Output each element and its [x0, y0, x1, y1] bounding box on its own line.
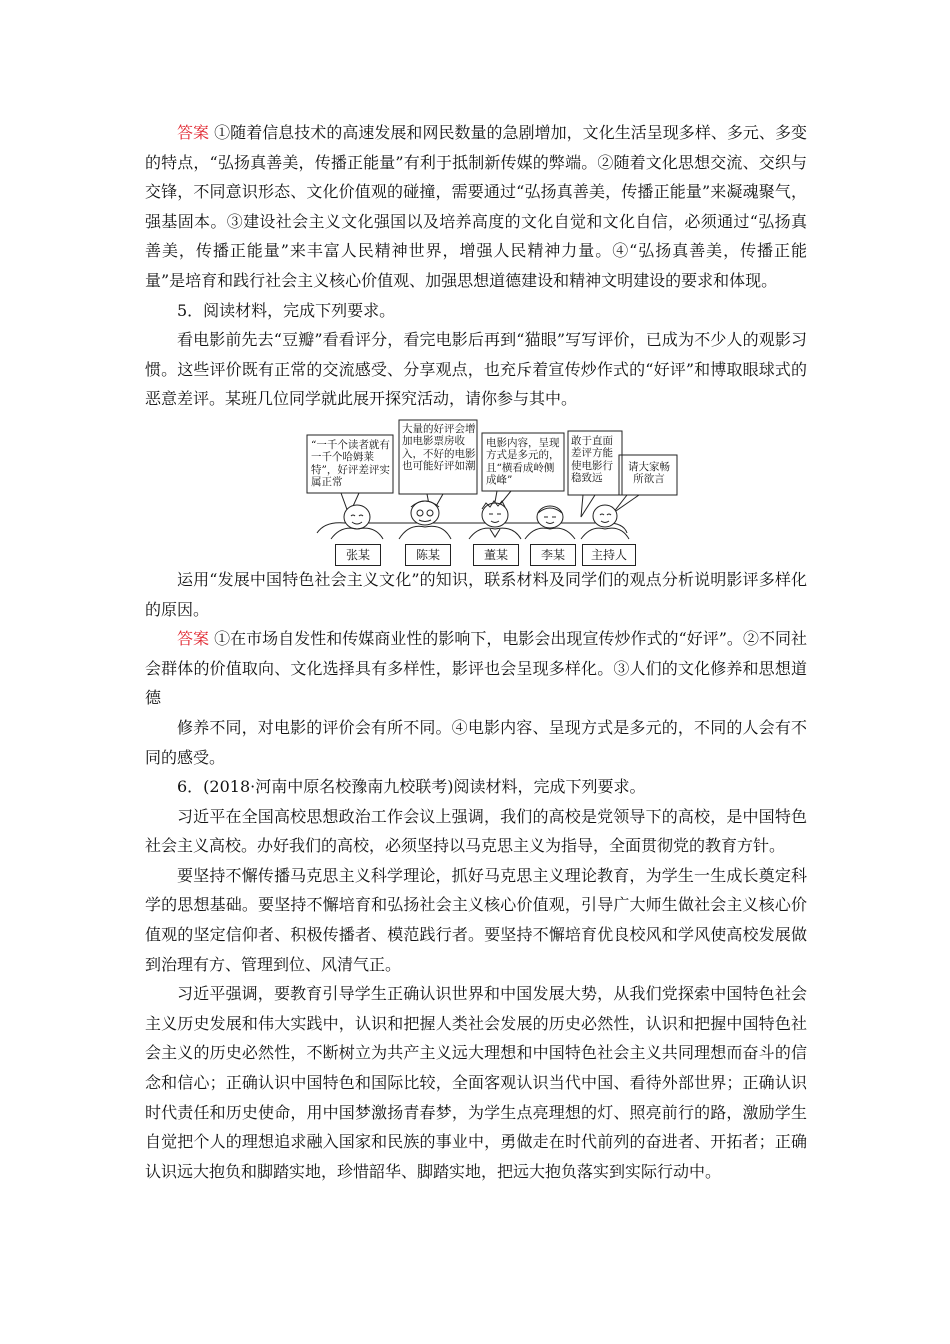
- speech-bubble-chen: 大量的好评会增加电影票房收入，不好的电影也可能好评如潮: [402, 422, 476, 473]
- answer-paragraph-5b: 修养不同，对电影的评价会有所不同。④电影内容、呈现方式是多元的，不同的人会有不同的感受。: [145, 717, 807, 767]
- answer-label: 答案: [177, 629, 210, 649]
- name-label-li: 李某: [530, 544, 576, 566]
- illustration-drawing: [145, 417, 807, 563]
- answer-text: ①在市场自发性和传媒商业性的影响下，电影会出现宣传炒作式的“好评”。②不同社会群体的价值取向、文化选择具有多样性，影评也会呈现多样化。③人们的文化修养和思想道德: [145, 629, 807, 708]
- question-6-paragraph-1: 习近平在全国高校思想政治工作会议上强调，我们的高校是党领导下的高校，是中国特色社会主义高校。办好我们的高校，必须坚持以马克思主义为指导，全面贯彻党的教育方针。: [145, 806, 807, 856]
- answer-text: ①随着信息技术的高速发展和网民数量的急剧增加，文化生活呈现多样、多元、多变的特点，“弘扬真善美，传播正能量”有利于抵制新传媒的弊端。②随着文化思想交流、交织与交锋，不同意识形态、文化价值观的碰撞，需要通过“弘扬真善美，传播正能量”来凝魂聚气，强基固本。③建设社会主义文化强国以及培养高度的文化自觉和文化自信，必须通过“弘扬真善美，传播正能量”来丰富人民精神世界，增强人民精神力量。④“弘扬真善美，传播正能量”是培育和践行社会主义核心价值观、加强思想道德建设和精神文明建设的要求和体现。: [145, 123, 807, 290]
- question-6-title: 6．(2018·河南中原名校豫南九校联考)阅读材料，完成下列要求。: [177, 777, 646, 797]
- answer-paragraph-1: [145, 118, 807, 296]
- question-5-prompt: 运用“发展中国特色社会主义文化”的知识，联系材料及同学们的观点分析说明影评多样化的原因。: [145, 569, 807, 619]
- name-label-zhang: 张某: [335, 544, 381, 566]
- question-6-paragraph-2: 要坚持不懈传播马克思主义科学理论，抓好马克思主义理论教育，为学生一生成长奠定科学的思想基础。要坚持不懈培育和弘扬社会主义核心价值观，引导广大师生做社会主义核心价值观的坚定信仰者、积极传播者、模范践行者。要坚持不懈培育优良校风和学风使高校发展做到治理有方、管理到位、风清气正。: [145, 865, 807, 974]
- speech-bubble-li: 敢于直面差评方能使电影行稳致远: [571, 434, 613, 485]
- speech-bubble-host: 请大家畅所欲言: [628, 460, 670, 486]
- question-5-title: 5．阅读材料，完成下列要求。: [177, 300, 396, 320]
- name-label-dong: 董某: [473, 544, 519, 566]
- answer-label: 答案: [177, 123, 210, 142]
- name-label-host: 主持人: [582, 544, 636, 566]
- question-6-paragraph-3: 习近平强调，要教育引导学生正确认识世界和中国发展大势，从我们党探索中国特色社会主义历史发展和伟大实践中，认识和把握人类社会发展的历史必然性，认识和把握中国特色社会主义的历史必然性，不断树立为共产主义远大理想和中国特色社会主义共同理想而奋斗的信念和信心；正确认识中国特色和国际比较，全面客观认识当代中国、看待外部世界；正确认识时代责任和历史使命，用中国梦激扬青春梦，为学生点亮理想的灯、照亮前行的路，激励学生自觉把个人的理想追求融入国家和民族的事业中，勇做走在时代前列的奋进者、开拓者；正确认识远大抱负和脚踏实地，珍惜韶华、脚踏实地，把远大抱负落实到实际行动中。: [145, 984, 807, 1181]
- name-label-chen: 陈某: [405, 544, 451, 566]
- discussion-illustration: [145, 417, 807, 563]
- question-5-material: 看电影前先去“豆瓣”看看评分，看完电影后再到“猫眼”写写评价，已成为不少人的观影习惯。这些评价既有正常的交流感受、分享观点，也充斥着宣传炒作式的“好评”和博取眼球式的恶意差评。某班几位同学就此展开探究活动，请你参与其中。: [145, 330, 807, 409]
- answer-paragraph-5a: [145, 624, 807, 713]
- speech-bubble-dong: 电影内容，呈现方式是多元的，且“横看成岭侧成峰”: [486, 436, 560, 487]
- speech-bubble-zhang: “一千个读者就有一千个哈姆莱特”，好评差评实属正常: [311, 438, 390, 489]
- document-page: [145, 118, 807, 1186]
